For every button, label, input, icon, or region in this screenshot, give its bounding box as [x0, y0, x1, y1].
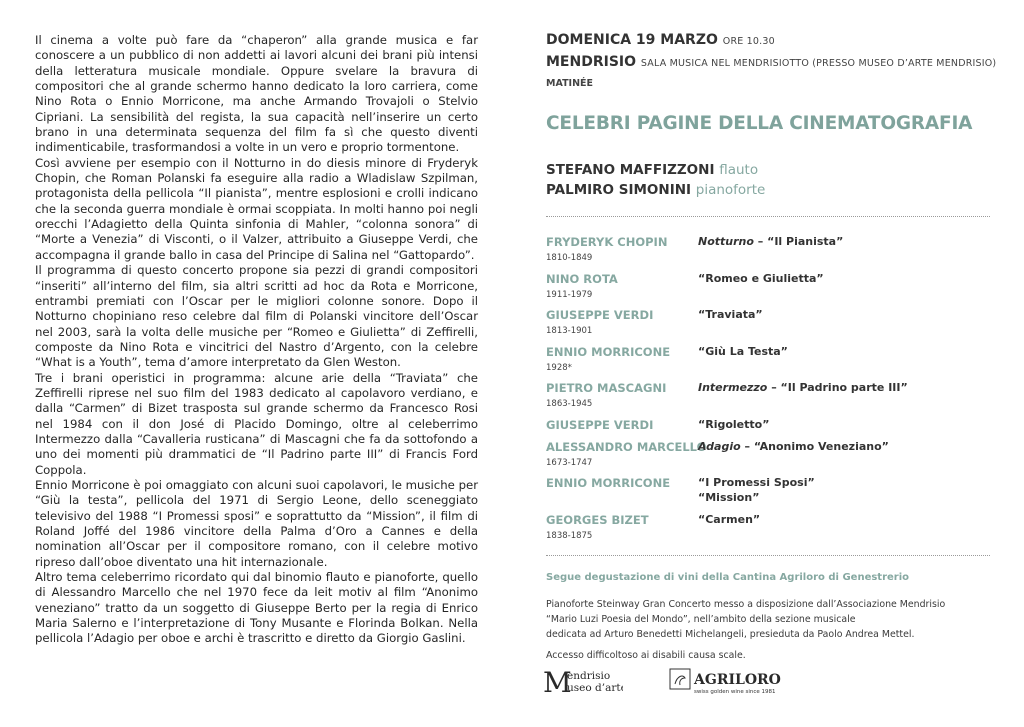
composer-years: 1673-1747	[546, 457, 593, 468]
note-line: dedicata ad Arturo Benedetti Michelangeli, presieduta da Paolo Andrea Mettel.	[546, 629, 915, 640]
piece-title	[698, 440, 889, 477]
agriloro-logo	[669, 668, 789, 696]
performer	[546, 180, 990, 200]
piece-name: – “Anonimo Veneziano”	[740, 439, 889, 453]
program-item	[546, 272, 990, 309]
program-list	[546, 231, 990, 555]
piece-title	[698, 381, 908, 418]
note-line: “Mario Luzi Poesia del Mondo”, nell’ambito della sezione musicale	[546, 614, 856, 625]
composer	[546, 476, 698, 513]
composer-years: 1911-1979	[546, 289, 593, 300]
program-item	[546, 381, 990, 418]
performer-name: STEFANO MAFFIZZONI	[546, 162, 715, 178]
composer-name: ENNIO MORRICONE	[546, 476, 671, 490]
tasting-note: Segue degustazione di vini della Cantina Agriloro di Genestrerio	[546, 572, 910, 583]
composer-name: ENNIO MORRICONE	[546, 344, 671, 359]
composer	[546, 308, 698, 345]
museo-line1: endrisio	[567, 670, 611, 682]
piece-name: “Rigoletto”	[698, 417, 770, 431]
divider	[546, 216, 990, 217]
performer-name: PALMIRO SIMONINI	[546, 182, 692, 198]
paragraph: Il programma di questo concerto propone sia pezzi di grandi compositori “inseriti” all’interno del film, sia altri scritti ad hoc da Rota e Morricone, entrambi premiati con l’Oscar per le migliori colonne sonore. Dopo il Notturno chopiniano reso celebre dal film di Polanski vincitore dell’Oscar nel 2003, sarà la volta delle musiche per “Romeo e Giulietta” di Zeffirelli, composte da Nino Rota e vincitrici del Nastro d’Argento, con la celebre “What is a Youth”, tema d’amore interpretato da Glen Weston.	[35, 263, 478, 370]
piece-italic: Notturno	[698, 235, 754, 248]
paragraph: Ennio Morricone è poi omaggiato con alcuni suoi capolavori, le musiche per “Giù la testa”, pellicola del 1971 di Sergio Leone, dello sceneggiato televisivo del 1988 “I Promessi sposi” e soprattutto da “Mission”, il film di Roland Joffé del 1986 vincitore della Palma d’Oro a Cannes e della nomination all’Oscar per il compositore romano, con il celebre motivo ripreso dall’oboe diventato una hit internazionale.	[35, 477, 478, 569]
note-line: Pianoforte Steinway Gran Concerto messo a disposizione dall’Associazione Mendrisio	[546, 599, 946, 610]
piece-name: “Romeo e Giulietta”	[698, 271, 824, 285]
piece-name: “Traviata”	[698, 308, 763, 321]
composer-name: ALESSANDRO MARCELLO	[546, 439, 707, 454]
svg-text:M: M	[543, 666, 572, 696]
composer-name: NINO ROTA	[546, 271, 618, 286]
composer	[546, 418, 698, 440]
program-item	[546, 345, 990, 382]
paragraph: Tre i brani operistici in programma: alcune arie della “Traviata” che Zeffirelli riprese nel suo film del 1983 dedicato al capolavoro verdiano, e dalla “Carmen” di Bizet trasposta sul grande schermo da Francesco Rosi nel 1984 con il don José di Placido Domingo, oltre al celeberrimo Intermezzo dalla “Cavalleria rusticana” di Mascagni che fa da sottofondo a uno dei momenti più drammatici de “Il Padrino parte III” di Francis Ford Coppola.	[35, 370, 478, 477]
composer-years: 1928*	[546, 362, 572, 373]
event-place-line	[546, 52, 997, 74]
composer	[546, 345, 698, 382]
program-item	[546, 235, 990, 272]
museo-line2: useo d’arte	[567, 682, 623, 694]
piece-name: “Mission”	[698, 490, 760, 504]
performer-instrument: pianoforte	[695, 182, 766, 198]
paragraph: Altro tema celeberrimo ricordato qui dal binomio flauto e pianoforte, quello di Alessandro Marcello che nel 1970 fece da leit motiv al film “Anonimo veneziano” tratto da un soggetto di Giuseppe Berto per la regia di Enrico Maria Salerno e l’interpretazione di Tony Musante e Florinda Bolkan. Nella pellicola l’Adagio per oboe e archi è trascritto e diretto da Giorgio Gaslini.	[35, 570, 478, 646]
piece-title	[698, 272, 824, 309]
event-date: DOMENICA 19 MARZO	[546, 32, 718, 48]
piece-title	[698, 476, 815, 513]
performers	[546, 160, 990, 200]
composer	[546, 513, 698, 550]
piece-title	[698, 235, 843, 272]
piece-title	[698, 418, 769, 440]
program-item	[546, 418, 990, 440]
composer-name: PIETRO MASCAGNI	[546, 381, 667, 395]
agri-name: AGRILORO	[694, 672, 781, 688]
divider	[546, 555, 990, 556]
museo-mendrisio-logo	[543, 666, 623, 696]
program-item	[546, 440, 990, 477]
piece-title	[698, 513, 760, 550]
composer-years: 1838-1875	[546, 530, 593, 541]
concert-title: CELEBRI PAGINE DELLA CINEMATOGRAFIA	[546, 113, 973, 134]
piece-name: – “Il Padrino parte III”	[767, 381, 908, 394]
composer-name: GIUSEPPE VERDI	[546, 308, 654, 322]
piece-title	[698, 345, 788, 382]
piano-note	[546, 597, 990, 642]
piece-italic: Adagio	[698, 439, 741, 453]
piece-name: “I Promessi Sposi”	[698, 476, 815, 489]
event-date-line	[546, 30, 990, 52]
composer-name: GEORGES BIZET	[546, 512, 649, 527]
piece-name: – “Il Pianista”	[753, 235, 844, 248]
agri-sub: swiss golden wine since 1981	[694, 689, 776, 695]
piece-italic: Intermezzo	[698, 381, 768, 394]
composer	[546, 439, 707, 477]
event-venue: SALA MUSICA NEL MENDRISIOTTO (PRESSO MUSEO D’ARTE MENDRISIO)	[640, 58, 997, 69]
program-item	[546, 308, 990, 345]
event-type: MATINÉE	[546, 78, 594, 89]
composer-years: 1813-1901	[546, 326, 593, 336]
program-item	[546, 513, 990, 550]
performer	[546, 160, 990, 180]
piece-title	[698, 308, 763, 345]
event-time: ORE 10.30	[722, 36, 775, 47]
composer-years: 1810-1849	[546, 253, 593, 263]
event-place: MENDRISIO	[546, 54, 637, 70]
composer-name: FRYDERYK CHOPIN	[546, 235, 668, 249]
composer-years: 1863-1945	[546, 399, 593, 409]
composer	[546, 381, 698, 418]
program-item	[546, 476, 990, 513]
performer-instrument: flauto	[719, 162, 759, 178]
composer	[546, 235, 698, 272]
article-text	[35, 33, 478, 647]
composer-name: GIUSEPPE VERDI	[546, 417, 654, 432]
piece-name: “Carmen”	[698, 512, 761, 526]
accessibility-note: Accesso difficoltoso ai disabili causa scale.	[546, 650, 746, 661]
sponsor-logos	[543, 666, 843, 696]
composer	[546, 272, 698, 309]
program-panel	[546, 30, 997, 661]
paragraph: Il cinema a volte può fare da “chaperon” alla grande musica e far conoscere a un pubblico di non addetti ai lavori alcuni dei brani più intensi della letteratura musicale mondiale. Oppure svelare la bravura di compositori che al grande schermo hanno dedicato la loro carriera, come Nino Rota o Ennio Morricone, ma anche Armando Trovajoli o Stelvio Cipriani. La sensibilità del regista, la sua capacità nell’inserire un certo brano in una determinata sequenza del film fa sì che questo diventi indimenticabile, trasformandosi a volte in un vero e proprio tormentone.	[35, 33, 478, 155]
piece-name: “Giù La Testa”	[698, 344, 788, 358]
paragraph: Così avviene per esempio con il Notturno in do diesis minore di Fryderyk Chopin, che Roman Polanski fa eseguire alla radio a Wladislaw Szpilman, protagonista della pellicola “Il pianista”, mentre esplosioni e crolli indicano che la seconda guerra mondiale è ormai scoppiata. In molti hanno poi negli orecchi l’Adagietto della Quinta sinfonia di Mahler, “colonna sonora” di “Morte a Venezia” di Visconti, o il Valzer, attribuito a Giuseppe Verdi, che accompagna il grande ballo in casa del Principe di Salina nel “Gattopardo”.	[35, 155, 478, 262]
